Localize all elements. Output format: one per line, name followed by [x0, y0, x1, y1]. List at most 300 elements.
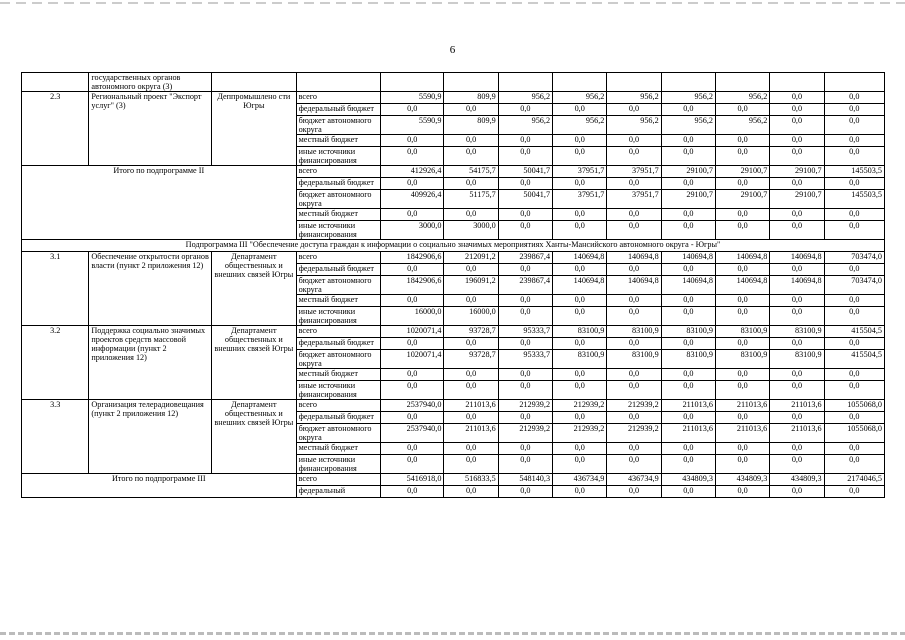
- amount-cell: 0,0: [661, 307, 715, 326]
- amount-cell: 516833,5: [444, 474, 498, 486]
- amount-cell: 0,0: [824, 147, 884, 166]
- amount-cell: 703474,0: [824, 252, 884, 264]
- amount-cell: 5590,9: [381, 92, 444, 104]
- funding-source: бюджет автономного округа: [296, 424, 380, 443]
- amount-cell: 211013,6: [715, 400, 769, 412]
- amount-cell: 0,0: [444, 443, 498, 455]
- amount-cell: 37951,7: [553, 190, 607, 209]
- amount-cell: 0,0: [607, 455, 661, 474]
- funding-source: местный бюджет: [296, 209, 380, 221]
- amount-cell: 0,0: [444, 147, 498, 166]
- subprogram-total-label: Итого по подпрограмме II: [22, 166, 297, 240]
- amount-cell: 211013,6: [444, 400, 498, 412]
- amount-cell: 0,0: [770, 104, 824, 116]
- amount-cell: 0,0: [381, 369, 444, 381]
- amount-cell: 956,2: [715, 92, 769, 104]
- funding-source: всего: [296, 92, 380, 104]
- value-cell: [381, 73, 444, 92]
- amount-cell: 0,0: [553, 443, 607, 455]
- table-row: [22, 326, 885, 338]
- row-num-cell: [22, 73, 89, 92]
- amount-cell: 0,0: [661, 104, 715, 116]
- amount-cell: 0,0: [824, 443, 884, 455]
- amount-cell: 54175,7: [444, 166, 498, 178]
- amount-cell: 956,2: [661, 92, 715, 104]
- amount-cell: 0,0: [824, 104, 884, 116]
- amount-cell: 0,0: [715, 486, 769, 498]
- amount-cell: 0,0: [607, 307, 661, 326]
- scan-edge-bottom: [0, 632, 905, 635]
- funding-source: иные источники финансирования: [296, 221, 380, 240]
- amount-cell: 0,0: [715, 178, 769, 190]
- amount-cell: 0,0: [715, 307, 769, 326]
- amount-cell: 5416918,0: [381, 474, 444, 486]
- amount-cell: 1842906,6: [381, 276, 444, 295]
- event-name-cell: государственных органов автономного округа (3): [89, 73, 212, 92]
- amount-cell: 0,0: [715, 381, 769, 400]
- amount-cell: 0,0: [770, 443, 824, 455]
- amount-cell: 29100,7: [770, 190, 824, 209]
- amount-cell: 212091,2: [444, 252, 498, 264]
- amount-cell: 0,0: [498, 369, 552, 381]
- funding-source: бюджет автономного округа: [296, 116, 380, 135]
- funding-source: федеральный: [296, 486, 380, 498]
- amount-cell: 0,0: [715, 135, 769, 147]
- amount-cell: 0,0: [553, 412, 607, 424]
- funding-source: всего: [296, 326, 380, 338]
- amount-cell: 956,2: [553, 116, 607, 135]
- funding-source: федеральный бюджет: [296, 338, 380, 350]
- funding-source: всего: [296, 474, 380, 486]
- amount-cell: 0,0: [381, 178, 444, 190]
- amount-cell: 809,9: [444, 116, 498, 135]
- amount-cell: 0,0: [770, 369, 824, 381]
- amount-cell: 0,0: [770, 264, 824, 276]
- subprogram-total-label: Итого по подпрограмме III: [22, 474, 297, 498]
- amount-cell: 0,0: [824, 116, 884, 135]
- amount-cell: 212939,2: [498, 400, 552, 412]
- row-number: 3.2: [22, 326, 89, 400]
- amount-cell: 0,0: [607, 104, 661, 116]
- amount-cell: 0,0: [715, 443, 769, 455]
- funding-source: федеральный бюджет: [296, 178, 380, 190]
- amount-cell: 0,0: [770, 116, 824, 135]
- amount-cell: 83100,9: [715, 326, 769, 338]
- amount-cell: 212939,2: [553, 400, 607, 412]
- value-cell: [715, 73, 769, 92]
- amount-cell: 50041,7: [498, 190, 552, 209]
- amount-cell: 0,0: [444, 369, 498, 381]
- event-name: Поддержка социально значимых проектов средств массовой информации (пункт 2 приложения 12): [89, 326, 212, 400]
- funding-source: бюджет автономного округа: [296, 350, 380, 369]
- amount-cell: 140694,8: [715, 252, 769, 264]
- amount-cell: 809,9: [444, 92, 498, 104]
- amount-cell: 412926,4: [381, 166, 444, 178]
- total-row: [22, 166, 885, 178]
- amount-cell: 0,0: [824, 486, 884, 498]
- amount-cell: 0,0: [770, 486, 824, 498]
- amount-cell: 0,0: [498, 104, 552, 116]
- amount-cell: 1020071,4: [381, 350, 444, 369]
- row-number: 3.3: [22, 400, 89, 474]
- funding-source: местный бюджет: [296, 443, 380, 455]
- amount-cell: 0,0: [553, 369, 607, 381]
- amount-cell: 0,0: [607, 264, 661, 276]
- amount-cell: 140694,8: [607, 276, 661, 295]
- value-cell: [824, 73, 884, 92]
- funding-source: бюджет автономного округа: [296, 276, 380, 295]
- source-cell: [296, 73, 380, 92]
- amount-cell: 0,0: [444, 486, 498, 498]
- amount-cell: 83100,9: [553, 326, 607, 338]
- amount-cell: 93728,7: [444, 326, 498, 338]
- amount-cell: 409926,4: [381, 190, 444, 209]
- amount-cell: 0,0: [381, 381, 444, 400]
- amount-cell: 0,0: [498, 307, 552, 326]
- amount-cell: 0,0: [498, 209, 552, 221]
- amount-cell: 0,0: [498, 455, 552, 474]
- amount-cell: 0,0: [607, 486, 661, 498]
- amount-cell: 5590,9: [381, 116, 444, 135]
- funding-source: всего: [296, 166, 380, 178]
- amount-cell: 93728,7: [444, 350, 498, 369]
- amount-cell: 16000,0: [444, 307, 498, 326]
- amount-cell: 0,0: [498, 443, 552, 455]
- amount-cell: 211013,6: [770, 424, 824, 443]
- amount-cell: 0,0: [444, 338, 498, 350]
- amount-cell: 1020071,4: [381, 326, 444, 338]
- amount-cell: 956,2: [607, 92, 661, 104]
- table-row: [22, 252, 885, 264]
- amount-cell: 0,0: [770, 135, 824, 147]
- amount-cell: 196091,2: [444, 276, 498, 295]
- amount-cell: 0,0: [661, 412, 715, 424]
- amount-cell: 956,2: [715, 116, 769, 135]
- amount-cell: 0,0: [715, 104, 769, 116]
- amount-cell: 956,2: [498, 92, 552, 104]
- amount-cell: 0,0: [381, 135, 444, 147]
- total-row: [22, 474, 885, 486]
- amount-cell: 0,0: [607, 221, 661, 240]
- amount-cell: 0,0: [607, 381, 661, 400]
- amount-cell: 0,0: [661, 486, 715, 498]
- funding-source: иные источники финансирования: [296, 381, 380, 400]
- amount-cell: 95333,7: [498, 350, 552, 369]
- amount-cell: 29100,7: [715, 190, 769, 209]
- responsible-executor: Департамент общественных и внешних связей Югры: [212, 326, 296, 400]
- amount-cell: 0,0: [715, 338, 769, 350]
- amount-cell: 211013,6: [444, 424, 498, 443]
- amount-cell: 0,0: [661, 295, 715, 307]
- subprogram-header-row: [22, 240, 885, 252]
- amount-cell: 0,0: [553, 307, 607, 326]
- amount-cell: 0,0: [661, 381, 715, 400]
- table-row: [22, 92, 885, 104]
- amount-cell: 0,0: [553, 209, 607, 221]
- amount-cell: 83100,9: [553, 350, 607, 369]
- amount-cell: 0,0: [444, 455, 498, 474]
- amount-cell: 0,0: [824, 307, 884, 326]
- amount-cell: 0,0: [715, 455, 769, 474]
- amount-cell: 0,0: [824, 209, 884, 221]
- value-cell: [444, 73, 498, 92]
- amount-cell: 956,2: [498, 116, 552, 135]
- amount-cell: 0,0: [715, 147, 769, 166]
- amount-cell: 415504,5: [824, 350, 884, 369]
- amount-cell: 0,0: [607, 178, 661, 190]
- amount-cell: 0,0: [381, 264, 444, 276]
- funding-source: федеральный бюджет: [296, 104, 380, 116]
- amount-cell: 140694,8: [553, 252, 607, 264]
- amount-cell: 95333,7: [498, 326, 552, 338]
- amount-cell: 0,0: [715, 412, 769, 424]
- amount-cell: 703474,0: [824, 276, 884, 295]
- amount-cell: 0,0: [381, 412, 444, 424]
- amount-cell: 0,0: [607, 147, 661, 166]
- amount-cell: 0,0: [381, 104, 444, 116]
- amount-cell: 140694,8: [661, 276, 715, 295]
- funding-source: иные источники финансирования: [296, 147, 380, 166]
- amount-cell: 0,0: [824, 264, 884, 276]
- amount-cell: 0,0: [715, 221, 769, 240]
- executor-cell: [212, 73, 296, 92]
- amount-cell: 145503,5: [824, 190, 884, 209]
- amount-cell: 140694,8: [770, 252, 824, 264]
- amount-cell: 0,0: [553, 104, 607, 116]
- amount-cell: 0,0: [381, 295, 444, 307]
- amount-cell: 436734,9: [553, 474, 607, 486]
- amount-cell: 0,0: [607, 443, 661, 455]
- funding-source: иные источники финансирования: [296, 455, 380, 474]
- amount-cell: 0,0: [553, 264, 607, 276]
- amount-cell: 83100,9: [661, 326, 715, 338]
- amount-cell: 140694,8: [607, 252, 661, 264]
- amount-cell: 2174046,5: [824, 474, 884, 486]
- amount-cell: 415504,5: [824, 326, 884, 338]
- amount-cell: 37951,7: [553, 166, 607, 178]
- amount-cell: 211013,6: [715, 424, 769, 443]
- amount-cell: 0,0: [661, 443, 715, 455]
- amount-cell: 0,0: [770, 307, 824, 326]
- amount-cell: 0,0: [444, 209, 498, 221]
- amount-cell: 83100,9: [715, 350, 769, 369]
- value-cell: [770, 73, 824, 92]
- amount-cell: 0,0: [661, 221, 715, 240]
- row-number: 2.3: [22, 92, 89, 166]
- funding-source: местный бюджет: [296, 135, 380, 147]
- amount-cell: 0,0: [381, 486, 444, 498]
- amount-cell: 0,0: [824, 295, 884, 307]
- amount-cell: 83100,9: [607, 350, 661, 369]
- funding-source: бюджет автономного округа: [296, 190, 380, 209]
- amount-cell: 0,0: [824, 221, 884, 240]
- amount-cell: 0,0: [661, 369, 715, 381]
- amount-cell: 0,0: [770, 295, 824, 307]
- value-cell: [661, 73, 715, 92]
- amount-cell: 0,0: [498, 412, 552, 424]
- amount-cell: 0,0: [553, 178, 607, 190]
- amount-cell: 956,2: [553, 92, 607, 104]
- amount-cell: 434809,3: [770, 474, 824, 486]
- amount-cell: 0,0: [715, 209, 769, 221]
- funding-source: федеральный бюджет: [296, 264, 380, 276]
- amount-cell: 0,0: [661, 147, 715, 166]
- amount-cell: 0,0: [770, 455, 824, 474]
- amount-cell: 2537940,0: [381, 400, 444, 412]
- amount-cell: 0,0: [607, 338, 661, 350]
- table-row-continuation: [22, 73, 885, 92]
- responsible-executor: Департамент общественных и внешних связей Югры: [212, 252, 296, 326]
- amount-cell: 0,0: [607, 135, 661, 147]
- amount-cell: 0,0: [770, 209, 824, 221]
- amount-cell: 0,0: [498, 147, 552, 166]
- amount-cell: 0,0: [444, 178, 498, 190]
- amount-cell: 0,0: [381, 455, 444, 474]
- amount-cell: 212939,2: [553, 424, 607, 443]
- amount-cell: 0,0: [661, 338, 715, 350]
- amount-cell: 436734,9: [607, 474, 661, 486]
- amount-cell: 212939,2: [607, 400, 661, 412]
- amount-cell: 0,0: [715, 295, 769, 307]
- amount-cell: 548140,3: [498, 474, 552, 486]
- amount-cell: 0,0: [444, 135, 498, 147]
- row-number: 3.1: [22, 252, 89, 326]
- amount-cell: 0,0: [498, 178, 552, 190]
- amount-cell: 0,0: [824, 135, 884, 147]
- scan-edge-top: [0, 2, 905, 4]
- page-number: 6: [449, 44, 456, 56]
- subprogram-header: Подпрограмма III "Обеспечение доступа граждан к информации о социально значимых мероприятиях Ханты-Мансийского автономного округа - Югры": [22, 240, 885, 252]
- amount-cell: 140694,8: [553, 276, 607, 295]
- amount-cell: 0,0: [381, 209, 444, 221]
- event-name: Организация телерадиовещания (пункт 2 приложения 12): [89, 400, 212, 474]
- amount-cell: 0,0: [770, 147, 824, 166]
- amount-cell: 0,0: [661, 264, 715, 276]
- funding-source: местный бюджет: [296, 295, 380, 307]
- amount-cell: 37951,7: [607, 166, 661, 178]
- amount-cell: 1842906,6: [381, 252, 444, 264]
- amount-cell: 0,0: [824, 338, 884, 350]
- amount-cell: 0,0: [607, 295, 661, 307]
- amount-cell: 0,0: [661, 455, 715, 474]
- amount-cell: 0,0: [770, 178, 824, 190]
- amount-cell: 212939,2: [498, 424, 552, 443]
- amount-cell: 0,0: [607, 369, 661, 381]
- amount-cell: 140694,8: [715, 276, 769, 295]
- amount-cell: 434809,3: [715, 474, 769, 486]
- amount-cell: 0,0: [553, 295, 607, 307]
- event-name: Обеспечение открытости органов власти (пункт 2 приложения 12): [89, 252, 212, 326]
- amount-cell: 0,0: [381, 147, 444, 166]
- amount-cell: 37951,7: [607, 190, 661, 209]
- event-name: Региональный проект "Экспорт услуг" (3): [89, 92, 212, 166]
- responsible-executor: Департамент общественных и внешних связей Югры: [212, 400, 296, 474]
- funding-source: всего: [296, 400, 380, 412]
- amount-cell: 0,0: [553, 147, 607, 166]
- amount-cell: 0,0: [553, 486, 607, 498]
- amount-cell: 0,0: [770, 338, 824, 350]
- amount-cell: 51175,7: [444, 190, 498, 209]
- amount-cell: 0,0: [553, 455, 607, 474]
- amount-cell: 29100,7: [661, 166, 715, 178]
- amount-cell: 0,0: [607, 209, 661, 221]
- amount-cell: 0,0: [498, 295, 552, 307]
- amount-cell: 0,0: [444, 412, 498, 424]
- amount-cell: 0,0: [824, 455, 884, 474]
- amount-cell: 0,0: [607, 412, 661, 424]
- financing-table: [21, 72, 885, 498]
- financing-table-wrapper: [21, 72, 885, 498]
- amount-cell: 83100,9: [770, 350, 824, 369]
- amount-cell: 956,2: [661, 116, 715, 135]
- amount-cell: 0,0: [444, 104, 498, 116]
- amount-cell: 0,0: [381, 443, 444, 455]
- amount-cell: 0,0: [824, 412, 884, 424]
- amount-cell: 0,0: [661, 209, 715, 221]
- value-cell: [553, 73, 607, 92]
- amount-cell: 239867,4: [498, 276, 552, 295]
- amount-cell: 145503,5: [824, 166, 884, 178]
- amount-cell: 16000,0: [381, 307, 444, 326]
- amount-cell: 0,0: [770, 412, 824, 424]
- amount-cell: 956,2: [607, 116, 661, 135]
- amount-cell: 434809,3: [661, 474, 715, 486]
- amount-cell: 0,0: [824, 381, 884, 400]
- amount-cell: 0,0: [824, 369, 884, 381]
- value-cell: [498, 73, 552, 92]
- amount-cell: 83100,9: [770, 326, 824, 338]
- amount-cell: 0,0: [553, 221, 607, 240]
- amount-cell: 0,0: [770, 221, 824, 240]
- funding-source: всего: [296, 252, 380, 264]
- amount-cell: 0,0: [553, 381, 607, 400]
- amount-cell: 29100,7: [661, 190, 715, 209]
- amount-cell: 211013,6: [661, 400, 715, 412]
- amount-cell: 0,0: [824, 178, 884, 190]
- amount-cell: 3000,0: [381, 221, 444, 240]
- amount-cell: 0,0: [444, 295, 498, 307]
- amount-cell: 83100,9: [607, 326, 661, 338]
- amount-cell: 0,0: [661, 178, 715, 190]
- amount-cell: 0,0: [715, 369, 769, 381]
- amount-cell: 0,0: [553, 135, 607, 147]
- amount-cell: 0,0: [715, 264, 769, 276]
- amount-cell: 0,0: [444, 381, 498, 400]
- amount-cell: 50041,7: [498, 166, 552, 178]
- amount-cell: 0,0: [498, 135, 552, 147]
- amount-cell: 29100,7: [715, 166, 769, 178]
- amount-cell: 29100,7: [770, 166, 824, 178]
- amount-cell: 140694,8: [770, 276, 824, 295]
- amount-cell: 239867,4: [498, 252, 552, 264]
- amount-cell: 0,0: [498, 264, 552, 276]
- amount-cell: 0,0: [498, 486, 552, 498]
- amount-cell: 0,0: [661, 135, 715, 147]
- amount-cell: 211013,6: [770, 400, 824, 412]
- funding-source: местный бюджет: [296, 369, 380, 381]
- funding-source: иные источники финансирования: [296, 307, 380, 326]
- amount-cell: 211013,6: [661, 424, 715, 443]
- amount-cell: 0,0: [770, 381, 824, 400]
- amount-cell: 1055068,0: [824, 424, 884, 443]
- responsible-executor: Деппромышлено сти Югры: [212, 92, 296, 166]
- table-body: [22, 73, 885, 498]
- amount-cell: 212939,2: [607, 424, 661, 443]
- amount-cell: 0,0: [498, 381, 552, 400]
- amount-cell: 0,0: [498, 338, 552, 350]
- amount-cell: 1055068,0: [824, 400, 884, 412]
- amount-cell: 3000,0: [444, 221, 498, 240]
